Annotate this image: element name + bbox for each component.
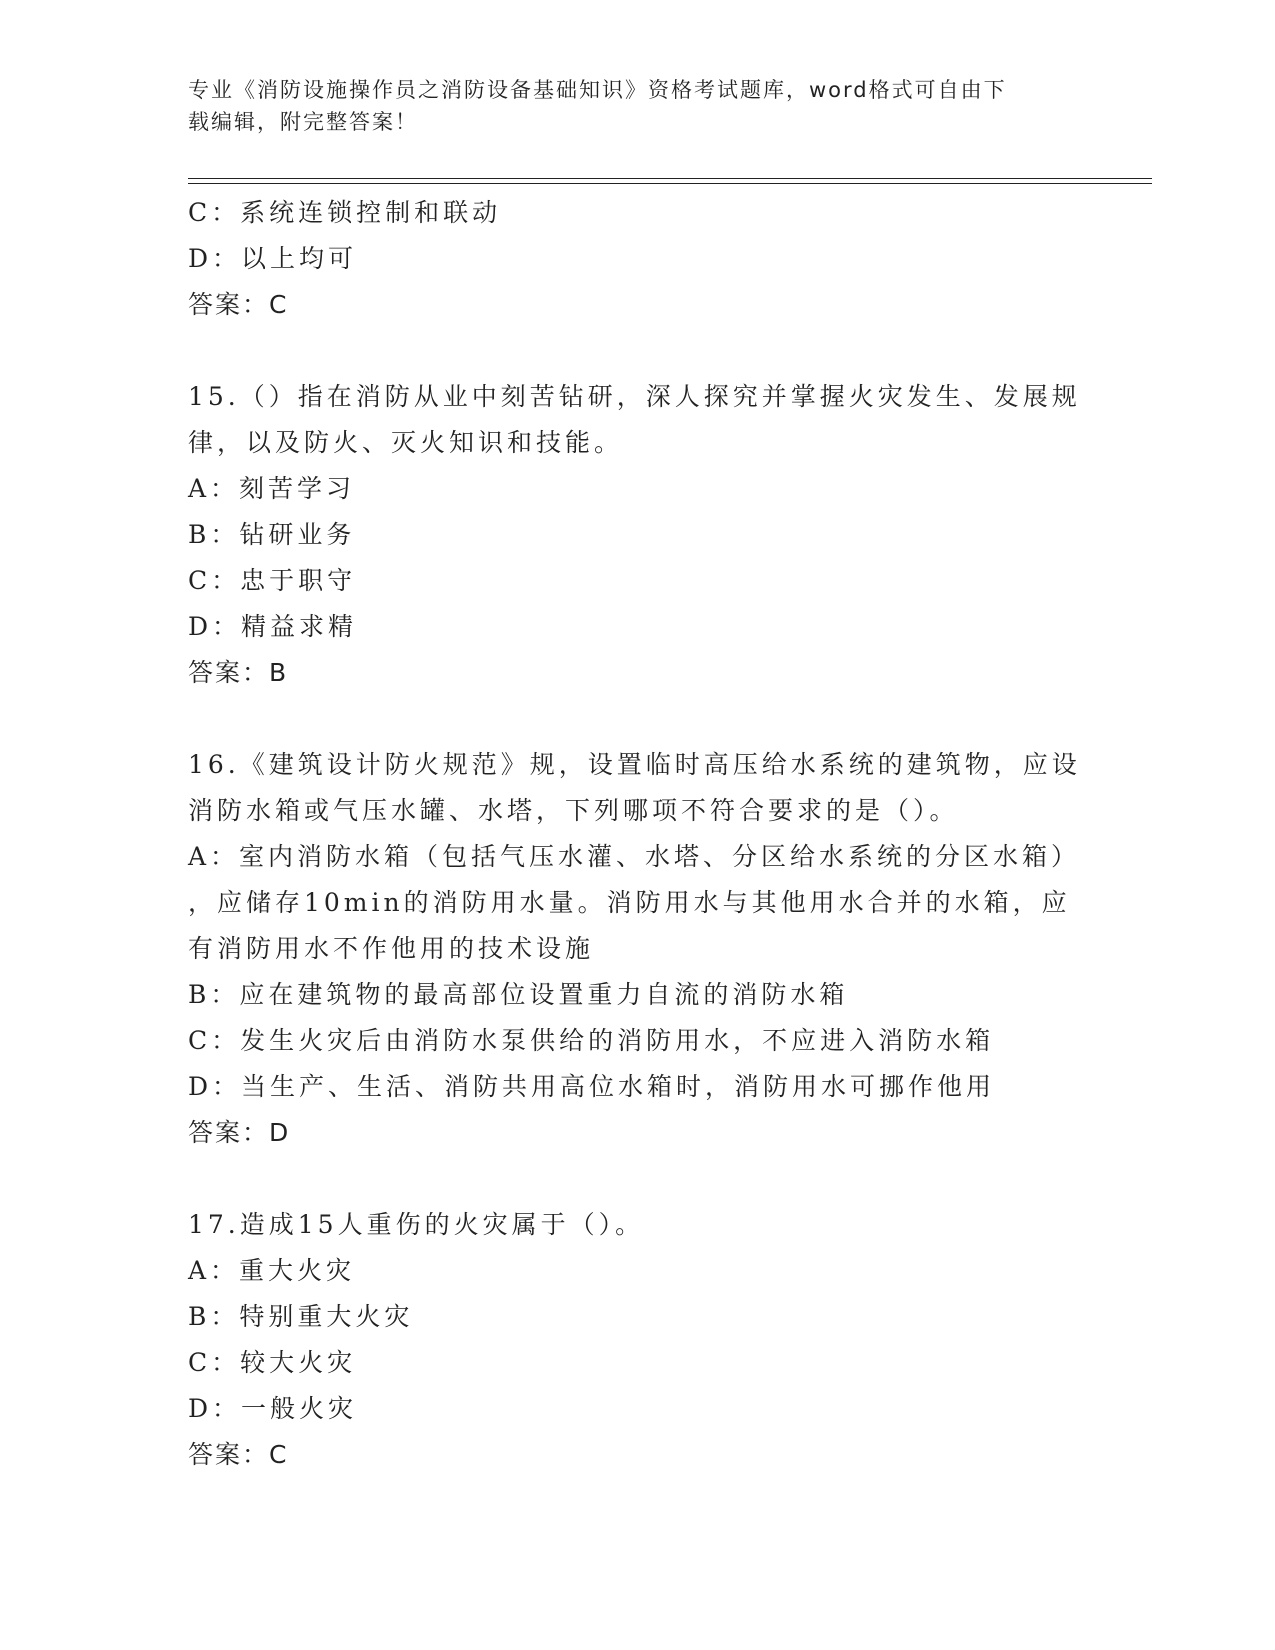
option-d: D：一般火灾 <box>188 1394 358 1423</box>
option-b: B：特别重大火灾 <box>188 1302 414 1331</box>
question-text: 15.（）指在消防从业中刻苦钻研，深人探究并掌握火灾发生、发展规 <box>188 382 1081 411</box>
option-c: C：较大火灾 <box>188 1348 357 1377</box>
option-c: C：发生火灾后由消防水泵供给的消防用水，不应进入消防水箱 <box>188 1026 995 1055</box>
question-text: 律，以及防火、灭火知识和技能。 <box>188 428 624 457</box>
option-a-continued: ，应储存10min的消防用水量。消防用水与其他用水合并的水箱，应 <box>188 888 1071 917</box>
header-divider-top <box>188 178 1152 179</box>
option-d: D：以上均可 <box>188 244 358 273</box>
question-list <box>188 190 1088 1478</box>
option-c: C：系统连锁控制和联动 <box>188 198 502 227</box>
option-d: D：当生产、生活、消防共用高位水箱时，消防用水可挪作他用 <box>188 1072 996 1101</box>
question-text: 17.造成15人重伤的火灾属于（）。 <box>188 1210 645 1239</box>
question-text: 消防水箱或气压水罐、水塔，下列哪项不符合要求的是（）。 <box>188 796 959 825</box>
option-b: B：应在建筑物的最高部位设置重力自流的消防水箱 <box>188 980 849 1009</box>
option-a-continued: 有消防用水不作他用的技术设施 <box>188 934 595 963</box>
document-header <box>188 74 1078 138</box>
question-block-17 <box>188 1202 1088 1478</box>
answer-text: 答案：B <box>188 658 289 687</box>
question-block-15 <box>188 374 1088 696</box>
header-divider-bottom <box>188 183 1152 184</box>
block-spacer <box>188 696 1088 742</box>
option-c: C：忠于职守 <box>188 566 357 595</box>
question-block-16 <box>188 742 1088 1156</box>
option-d: D：精益求精 <box>188 612 358 641</box>
header-line-1: 专业《消防设施操作员之消防设备基础知识》资格考试题库，word格式可自由下 <box>188 78 1007 102</box>
option-a: A：刻苦学习 <box>188 474 356 503</box>
block-spacer <box>188 328 1088 374</box>
question-text: 16.《建筑设计防火规范》规，设置临时高压给水系统的建筑物，应设 <box>188 750 1081 779</box>
option-b: B：钻研业务 <box>188 520 356 549</box>
answer-text: 答案：C <box>188 1440 289 1469</box>
answer-text: 答案：C <box>188 290 289 319</box>
answer-text: 答案：D <box>188 1118 291 1147</box>
question-block-14 <box>188 190 1088 328</box>
option-a: A：重大火灾 <box>188 1256 356 1285</box>
header-line-2: 载编辑，附完整答案！ <box>188 110 418 134</box>
block-spacer <box>188 1156 1088 1202</box>
option-a: A：室内消防水箱（包括气压水灌、水塔、分区给水系统的分区水箱） <box>188 842 1081 871</box>
